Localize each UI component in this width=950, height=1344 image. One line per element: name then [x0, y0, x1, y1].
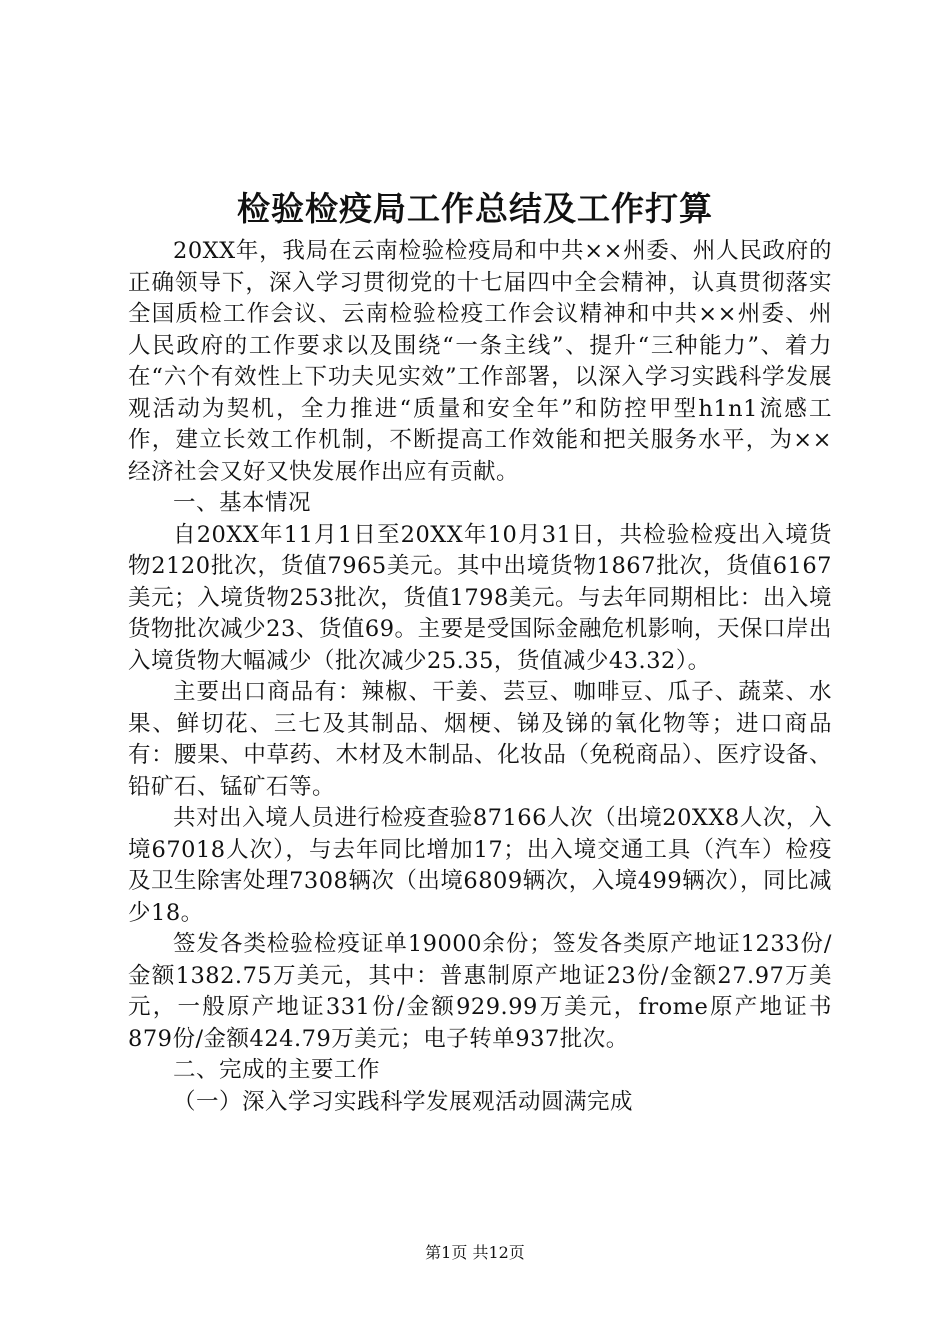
section-heading-basic: 一、基本情况 [173, 490, 312, 516]
document-title: 检验检疫局工作总结及工作打算 [237, 189, 713, 228]
paragraph-personnel-stats: 共对出入境人员进行检疫查验87166人次（出境20XX8人次，入境67018人次），与去年同比增加17；出入境交通工具（汽车）检疫及卫生除害处理7308辆次（出境6809辆次，入境499辆次），同比减少18。 [128, 805, 832, 926]
paragraph-certificates: 签发各类检验检疫证单19000余份；签发各类原产地证1233份/金额1382.75万美元，其中：普惠制原产地证23份/金额27.97万美元，一般原产地证331份/金额929.99万美元，frome原产地证书879份/金额424.79万美元；电子转单937批次。 [128, 931, 832, 1052]
paragraph-commodities: 主要出口商品有：辣椒、干姜、芸豆、咖啡豆、瓜子、蔬菜、水果、鲜切花、三七及其制品、烟梗、锑及锑的氧化物等；进口商品有：腰果、中草药、木材及木制品、化妆品（免税商品）、医疗设备、铅矿石、锰矿石等。 [128, 679, 832, 800]
paragraph-goods-stats: 自20XX年11月1日至20XX年10月31日，共检验检疫出入境货物2120批次，货值7965美元。其中出境货物1867批次，货值6167美元；入境货物253批次，货值1798美元。与去年同期相比：出入境货物批次减少23、货值69。主要是受国际金融危机影响，天保口岸出入境货物大幅减少（批次减少25.35，货值减少43.32）。 [128, 521, 832, 674]
paragraph-intro: 20XX年，我局在云南检验检疫局和中共××州委、州人民政府的正确领导下，深入学习贯彻党的十七届四中全会精神，认真贯彻落实全国质检工作会议、云南检验检疫工作会议精神和中共××州委、州人民政府的工作要求以及围绕“一条主线”、提升“三种能力”、着力在“六个有效性上下功夫见实效”工作部署，以深入学习实践科学发展观活动为契机，全力推进“质量和安全年”和防控甲型h1n1流感工作，建立长效工作机制，不断提高工作效能和把关服务水平，为××经济社会又好又快发展作出应有贡献。 [128, 238, 832, 485]
page-footer: 第1页 共12页 [425, 1243, 525, 1262]
document-body [128, 236, 832, 1118]
section-heading-main-work: 二、完成的主要工作 [173, 1057, 381, 1083]
subsection-heading-1: （一）深入学习实践科学发展观活动圆满完成 [173, 1088, 634, 1115]
